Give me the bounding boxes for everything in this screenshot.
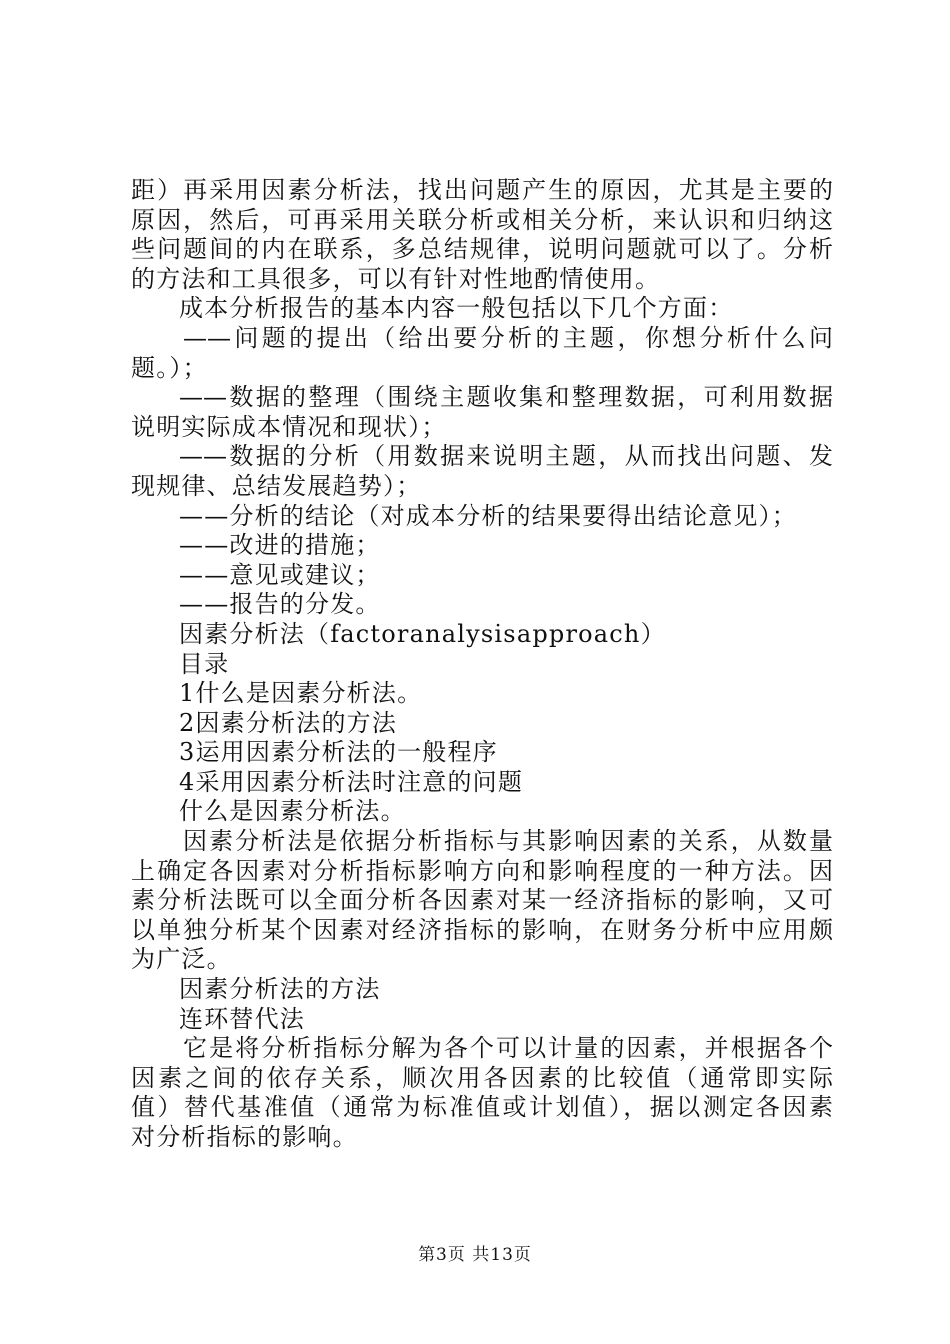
- paragraph: [131, 768, 833, 798]
- text-line: ——数据的整理（围绕主题收集和整理数据，可利用数据: [179, 383, 833, 412]
- text-line: 值）替代基准值（通常为标准值或计划值），据以测定各因素: [131, 1093, 833, 1122]
- text-line: 对分析指标的影响。: [131, 1123, 358, 1151]
- paragraph: [131, 620, 833, 650]
- paragraph: [131, 531, 833, 561]
- text-line: ——问题的提出（给出要分析的主题，你想分析什么问: [183, 323, 833, 352]
- section-heading: 因素分析法的方法: [179, 975, 381, 1004]
- document-body: [131, 176, 833, 1153]
- paragraph: [131, 176, 833, 294]
- paragraph: [131, 679, 833, 709]
- section-heading: 什么是因素分析法。: [179, 797, 406, 826]
- paragraph: [131, 1005, 833, 1035]
- page-footer: 第3页 共13页: [418, 1245, 532, 1265]
- toc-item: 2因素分析法的方法: [179, 708, 398, 737]
- text-line: ——报告的分发。: [179, 590, 381, 619]
- text-line: 题。）；: [131, 353, 208, 382]
- text-line: 说明实际成本情况和现状）；: [131, 412, 447, 441]
- paragraph: [131, 797, 833, 827]
- paragraph: [131, 324, 833, 383]
- paragraph: [131, 561, 833, 591]
- section-heading: 连环替代法: [179, 1004, 305, 1033]
- text-line: 为广泛。: [131, 945, 232, 974]
- toc-heading: 目录: [179, 649, 230, 678]
- section-heading: 因素分析法（factoranalysisapproach）: [179, 619, 666, 648]
- paragraph: [131, 738, 833, 768]
- paragraph: [131, 502, 833, 532]
- paragraph: [131, 590, 833, 620]
- text-line: ——改进的措施；: [179, 531, 381, 560]
- paragraph: [131, 709, 833, 739]
- text-line: ——分析的结论（对成本分析的结果要得出结论意见）；: [179, 501, 797, 530]
- paragraph: [131, 442, 833, 501]
- text-line: 以单独分析某个因素对经济指标的影响，在财务分析中应用颇: [131, 915, 833, 944]
- paragraph: [131, 1034, 833, 1152]
- toc-item: 1什么是因素分析法。: [179, 679, 423, 708]
- text-line: 的方法和工具很多，可以有针对性地酌情使用。: [131, 264, 661, 293]
- text-line: 它是将分析指标分解为各个可以计量的因素，并根据各个: [183, 1034, 833, 1063]
- paragraph: [131, 294, 833, 324]
- paragraph: [131, 975, 833, 1005]
- toc-item: 4采用因素分析法时注意的问题: [179, 767, 524, 796]
- text-line: 距）再采用因素分析法，找出问题产生的原因，尤其是主要的: [131, 176, 833, 204]
- paragraph: [131, 383, 833, 442]
- text-line: ——意见或建议；: [179, 560, 381, 589]
- text-line: 因素之间的依存关系，顺次用各因素的比较值（通常即实际: [131, 1063, 833, 1092]
- text-line: 因素分析法是依据分析指标与其影响因素的关系，从数量: [183, 827, 833, 856]
- text-line: 成本分析报告的基本内容一般包括以下几个方面：: [179, 294, 734, 323]
- text-line: ——数据的分析（用数据来说明主题，从而找出问题、发: [179, 442, 833, 471]
- paragraph: [131, 650, 833, 680]
- text-line: 些问题间的内在联系，多总结规律，说明问题就可以了。分析: [131, 235, 833, 264]
- text-line: 现规律、总结发展趋势）；: [131, 471, 422, 500]
- paragraph: [131, 827, 833, 975]
- text-line: 原因，然后，可再采用关联分析或相关分析，来认识和归纳这: [131, 205, 833, 234]
- toc-item: 3运用因素分析法的一般程序: [179, 738, 498, 767]
- text-line: 素分析法既可以全面分析各因素对某一经济指标的影响，又可: [131, 886, 833, 915]
- text-line: 上确定各因素对分析指标影响方向和影响程度的一种方法。因: [131, 856, 833, 885]
